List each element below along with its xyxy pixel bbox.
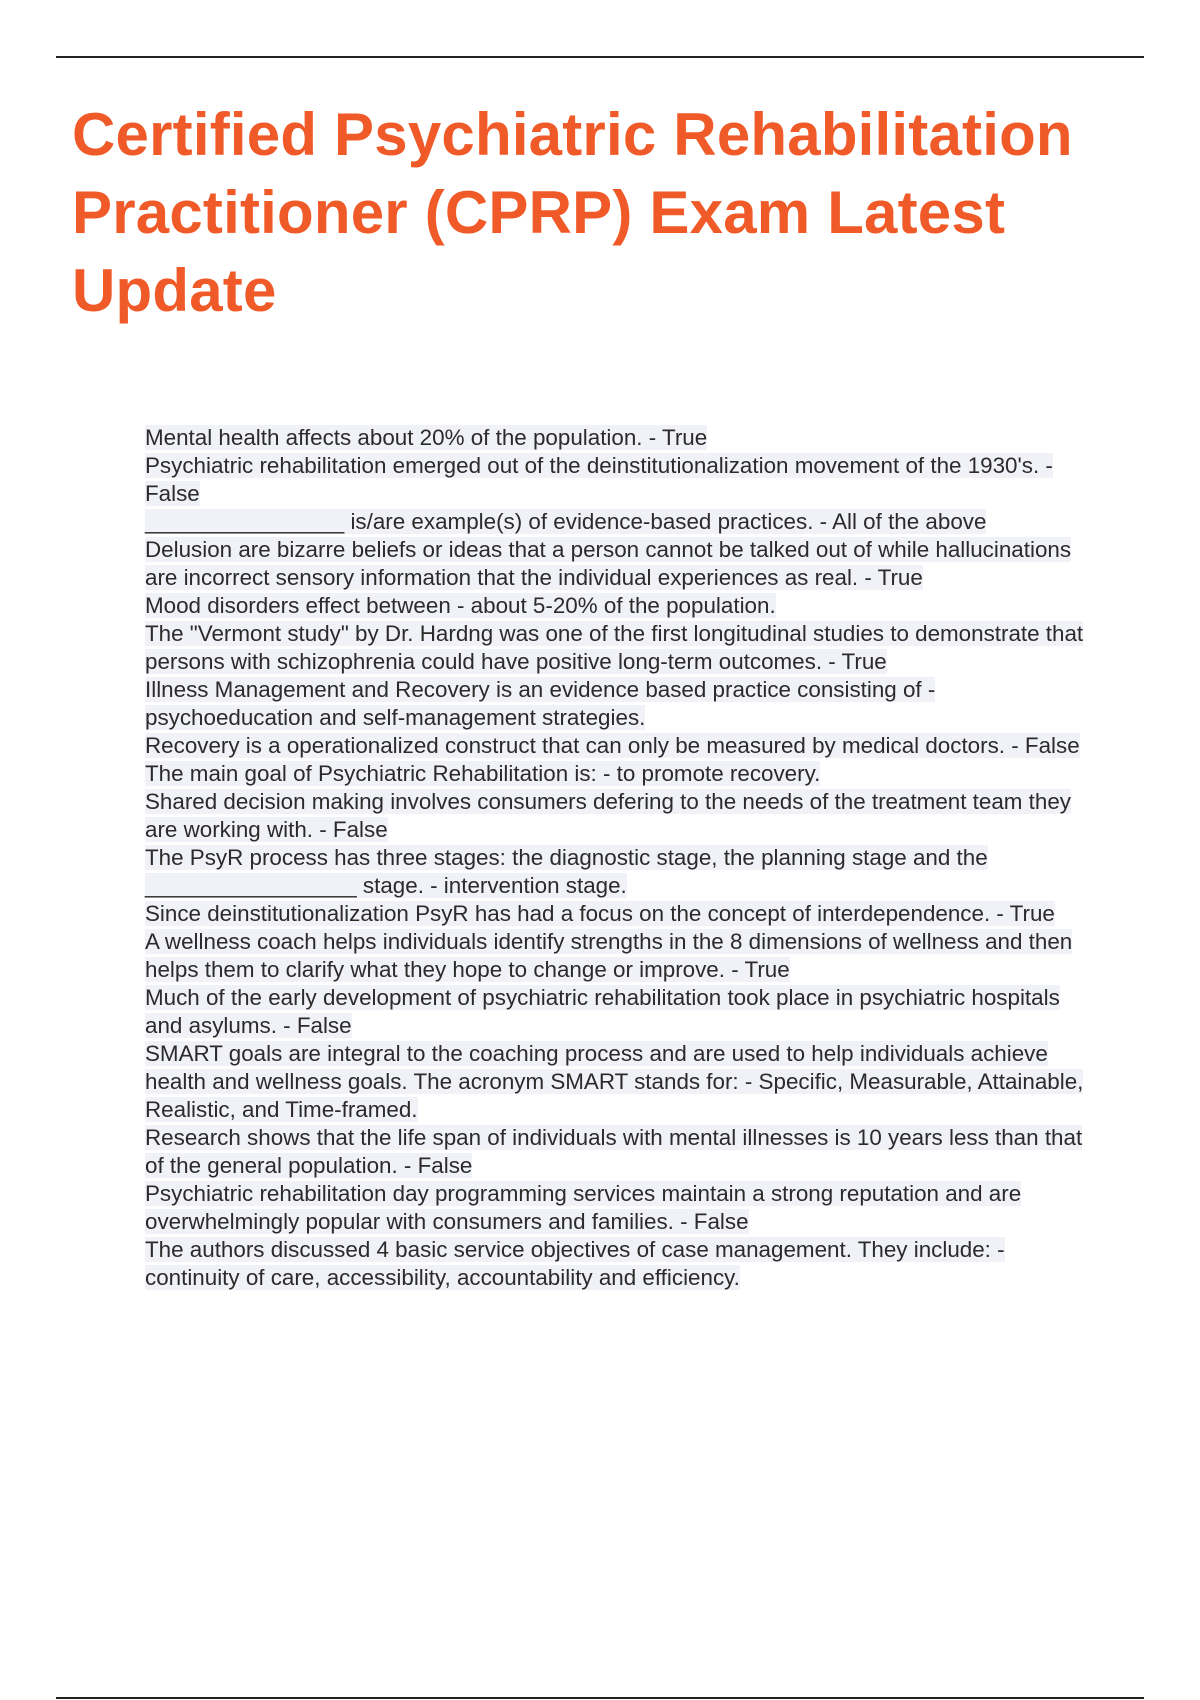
qa-item-text: ________________ is/are example(s) of evidence-based practices. - All of the above [145, 509, 987, 534]
qa-item-text: Psychiatric rehabilitation emerged out of the deinstitutionalization movement of the 1930's. - False [145, 453, 1053, 506]
qa-item-text: Illness Management and Recovery is an evidence based practice consisting of - psychoeducation and self-management strategies. [145, 677, 936, 730]
qa-item-text: SMART goals are integral to the coaching process and are used to help individuals achieve health and wellness goals. The acronym SMART stands for: - Specific, Measurable, Attainable, Realistic, and Time-framed. [145, 1041, 1084, 1122]
qa-list [145, 424, 1090, 1292]
qa-item-text: The PsyR process has three stages: the diagnostic stage, the planning stage and the _________________ stage. - intervention stage. [145, 845, 988, 898]
bottom-rule [56, 1697, 1144, 1699]
qa-item [145, 452, 1090, 508]
qa-item [145, 732, 1090, 760]
qa-item-text: Much of the early development of psychiatric rehabilitation took place in psychiatric hospitals and asylums. - False [145, 985, 1060, 1038]
qa-item [145, 592, 1090, 620]
qa-item [145, 1040, 1090, 1124]
qa-item-text: Since deinstitutionalization PsyR has had a focus on the concept of interdependence. - True [145, 901, 1055, 926]
top-rule [56, 56, 1144, 58]
qa-item-text: Mood disorders effect between - about 5-20% of the population. [145, 593, 776, 618]
qa-item [145, 788, 1090, 844]
qa-item [145, 1236, 1090, 1292]
qa-item [145, 1124, 1090, 1180]
qa-item-text: The authors discussed 4 basic service objectives of case management. They include: - continuity of care, accessibility, accountability and efficiency. [145, 1237, 1005, 1290]
qa-item-text: Recovery is a operationalized construct that can only be measured by medical doctors. - False [145, 733, 1080, 758]
qa-item-text: Research shows that the life span of individuals with mental illnesses is 10 years less than that of the general population. - False [145, 1125, 1083, 1178]
qa-item [145, 1180, 1090, 1236]
qa-item [145, 676, 1090, 732]
qa-item-text: Psychiatric rehabilitation day programming services maintain a strong reputation and are overwhelmingly popular with consumers and families. - False [145, 1181, 1022, 1234]
qa-item-text: Shared decision making involves consumers defering to the needs of the treatment team they are working with. - False [145, 789, 1071, 842]
qa-item [145, 620, 1090, 676]
qa-item-text: Mental health affects about 20% of the population. - True [145, 425, 708, 450]
qa-item [145, 900, 1090, 928]
qa-item-text: The "Vermont study" by Dr. Hardng was one of the first longitudinal studies to demonstrate that persons with schizophrenia could have positive long-term outcomes. - True [145, 621, 1084, 674]
qa-item [145, 844, 1090, 900]
qa-item-text: Delusion are bizarre beliefs or ideas that a person cannot be talked out of while hallucinations are incorrect sensory information that the individual experiences as real. - True [145, 537, 1072, 590]
document-title: Certified Psychiatric Rehabilitation Practitioner (CPRP) Exam Latest Update [72, 101, 1073, 324]
qa-item-text: A wellness coach helps individuals identify strengths in the 8 dimensions of wellness and then helps them to clarify what they hope to change or improve. - True [145, 929, 1073, 982]
qa-item [145, 536, 1090, 592]
qa-item [145, 984, 1090, 1040]
qa-item [145, 760, 1090, 788]
qa-item-text: The main goal of Psychiatric Rehabilitation is: - to promote recovery. [145, 761, 821, 786]
qa-item [145, 424, 1090, 452]
qa-item [145, 928, 1090, 984]
qa-item [145, 508, 1090, 536]
